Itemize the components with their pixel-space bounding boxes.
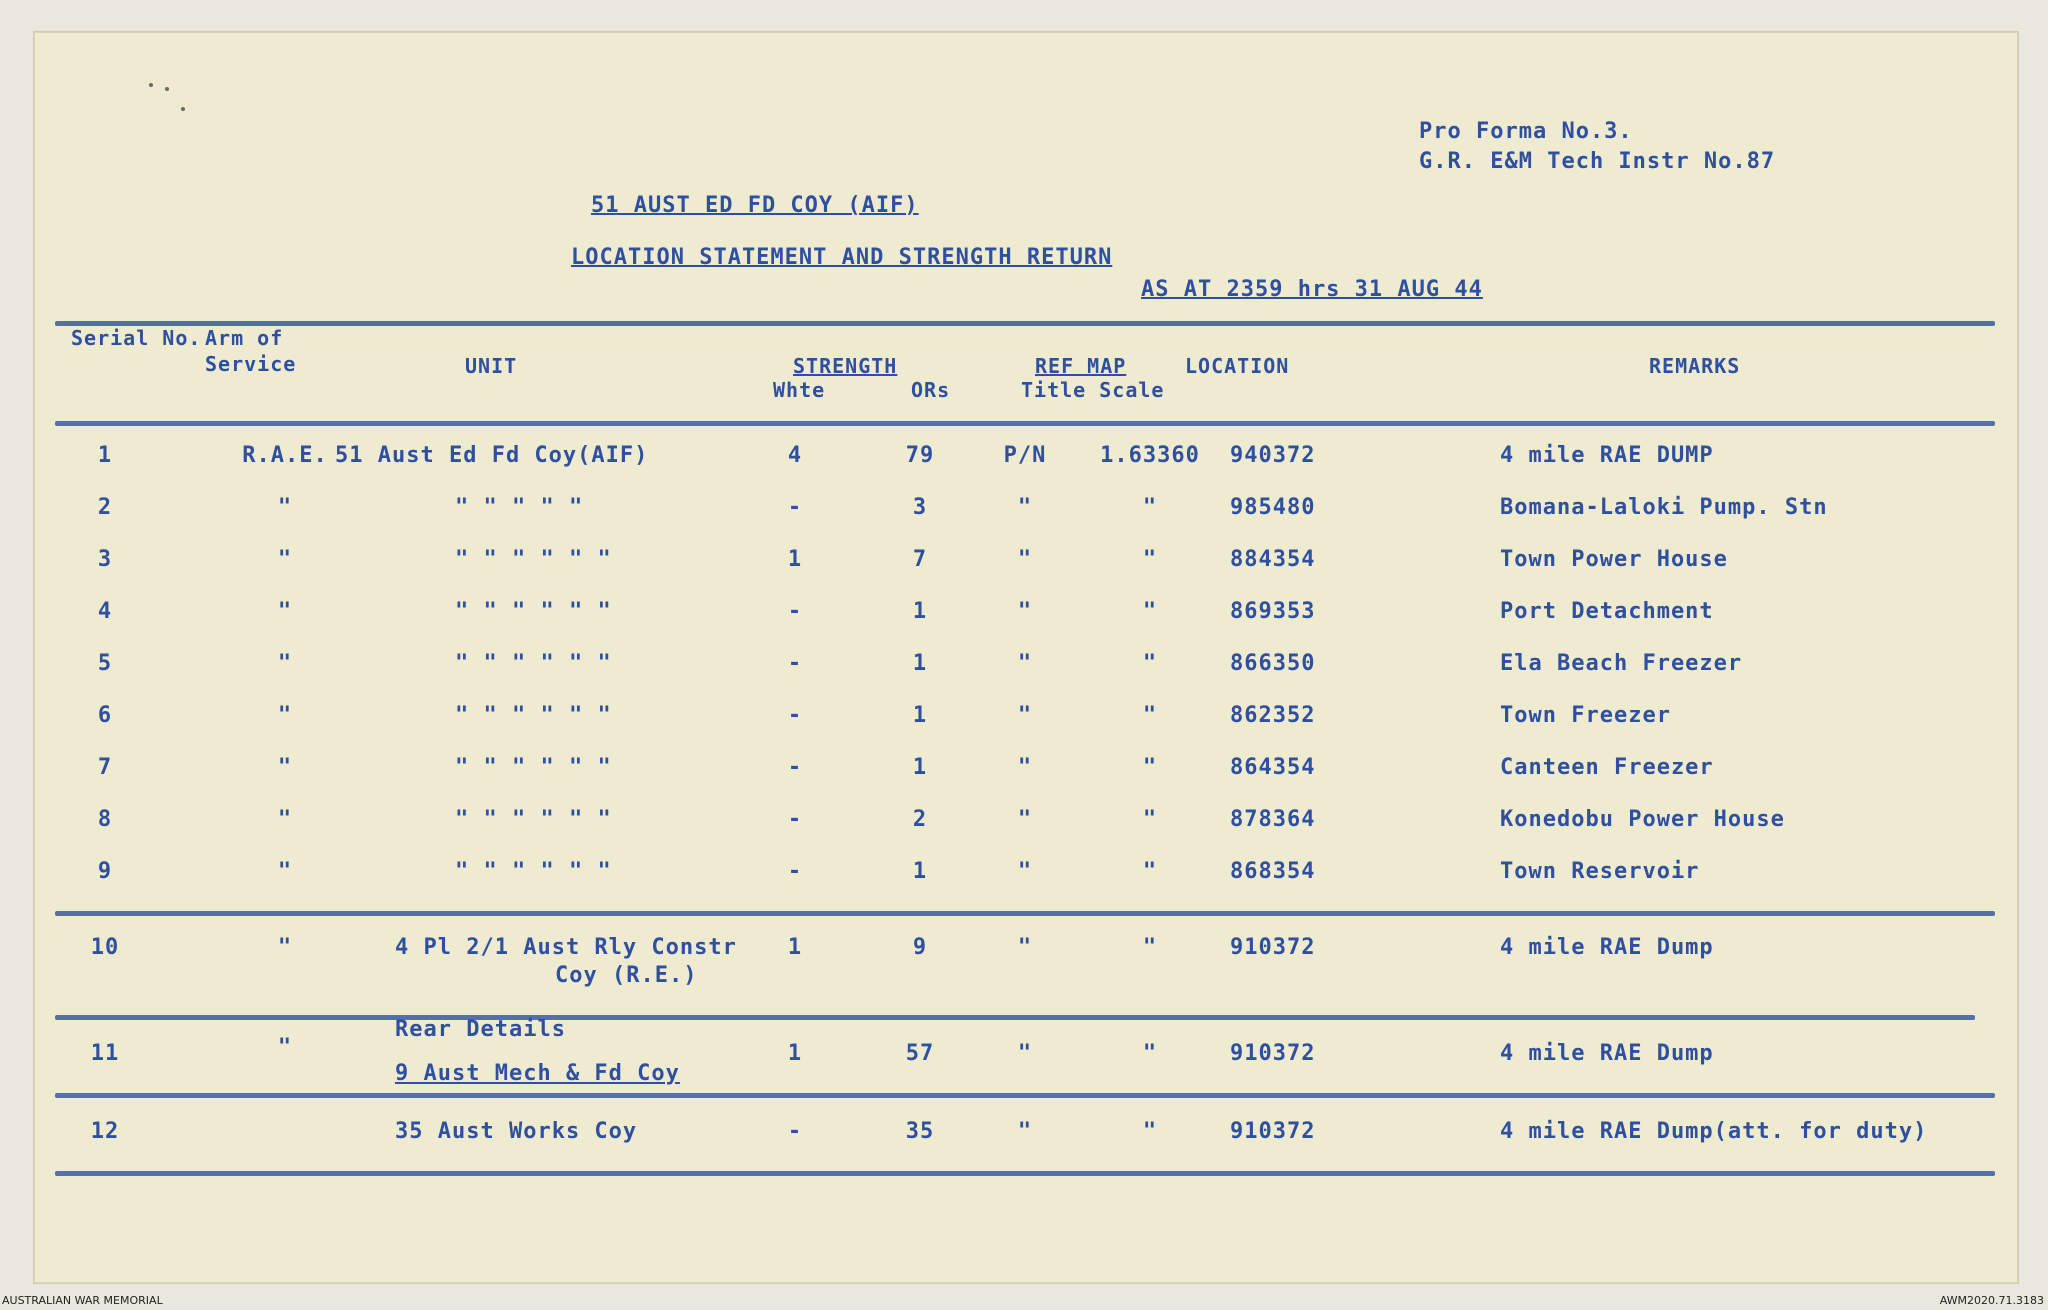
unit-cell: " " " " " " bbox=[455, 807, 612, 832]
column-header-strength: STRENGTH bbox=[793, 354, 898, 378]
map-scale-cell: 1.63360 bbox=[1100, 443, 1200, 468]
location-cell: 985480 bbox=[1230, 495, 1316, 520]
column-header-title-scale: Title Scale bbox=[1021, 378, 1165, 402]
arm-cell: " bbox=[277, 547, 293, 572]
remarks-cell: 4 mile RAE Dump(att. for duty) bbox=[1500, 1119, 1928, 1144]
table-row bbox=[35, 495, 2017, 535]
remarks-cell: Ela Beach Freezer bbox=[1500, 651, 1743, 676]
ors-cell: 7 bbox=[912, 547, 928, 572]
table-row bbox=[35, 599, 2017, 639]
arm-cell: " bbox=[277, 755, 293, 780]
arm-cell: " bbox=[277, 599, 293, 624]
map-scale-cell: " bbox=[1142, 547, 1158, 572]
location-cell: 866350 bbox=[1230, 651, 1316, 676]
whte-cell: - bbox=[787, 599, 803, 624]
remarks-cell: Bomana-Laloki Pump. Stn bbox=[1500, 495, 1828, 520]
remarks-cell: 4 mile RAE Dump bbox=[1500, 935, 1714, 960]
serial-cell: 4 bbox=[97, 599, 113, 624]
archive-reference: AWM2020.71.3183 bbox=[1939, 1294, 2044, 1307]
arm-cell: " bbox=[277, 495, 293, 520]
column-header-remarks: REMARKS bbox=[1649, 354, 1741, 378]
ors-cell: 1 bbox=[912, 651, 928, 676]
location-cell: 910372 bbox=[1230, 1119, 1316, 1144]
serial-cell: 11 bbox=[90, 1041, 120, 1066]
ors-cell: 1 bbox=[912, 859, 928, 884]
arm-cell: " bbox=[277, 651, 293, 676]
location-cell: 910372 bbox=[1230, 1041, 1316, 1066]
remarks-cell: Town Freezer bbox=[1500, 703, 1671, 728]
ors-cell: 35 bbox=[905, 1119, 935, 1144]
serial-cell: 8 bbox=[97, 807, 113, 832]
arm-cell: " bbox=[277, 935, 293, 960]
remarks-cell: Town Reservoir bbox=[1500, 859, 1700, 884]
section-rule bbox=[55, 1093, 1995, 1098]
table-row bbox=[35, 859, 2017, 899]
table-row bbox=[35, 443, 2017, 483]
whte-cell: - bbox=[787, 651, 803, 676]
arm-cell: " bbox=[277, 703, 293, 728]
serial-cell: 12 bbox=[90, 1119, 120, 1144]
remarks-cell: Canteen Freezer bbox=[1500, 755, 1714, 780]
map-scale-cell: " bbox=[1142, 495, 1158, 520]
map-scale-cell: " bbox=[1142, 755, 1158, 780]
ors-cell: 79 bbox=[905, 443, 935, 468]
serial-cell: 6 bbox=[97, 703, 113, 728]
table-row bbox=[35, 807, 2017, 847]
top-rule bbox=[55, 321, 1995, 326]
whte-cell: 1 bbox=[787, 1041, 803, 1066]
paper-speck bbox=[165, 87, 169, 91]
unit-cell: " " " " " " bbox=[455, 859, 612, 884]
whte-cell: 1 bbox=[787, 547, 803, 572]
column-header-ref-map: REF MAP bbox=[1035, 354, 1127, 378]
statement-title: LOCATION STATEMENT AND STRENGTH RETURN bbox=[571, 245, 1113, 270]
ors-cell: 3 bbox=[912, 495, 928, 520]
section-rule bbox=[55, 911, 1995, 916]
map-title-cell: " bbox=[1017, 859, 1033, 884]
unit-cell: 51 Aust Ed Fd Coy(AIF) bbox=[335, 443, 649, 468]
map-scale-cell: " bbox=[1142, 703, 1158, 728]
serial-cell: 2 bbox=[97, 495, 113, 520]
serial-cell: 5 bbox=[97, 651, 113, 676]
unit-cell: 35 Aust Works Coy bbox=[395, 1119, 638, 1144]
table-row bbox=[35, 755, 2017, 795]
whte-cell: - bbox=[787, 755, 803, 780]
serial-cell: 1 bbox=[97, 443, 113, 468]
map-scale-cell: " bbox=[1142, 935, 1158, 960]
paper-speck bbox=[149, 83, 153, 87]
unit-cell-continued: Coy (R.E.) bbox=[555, 963, 698, 988]
location-cell: 869353 bbox=[1230, 599, 1316, 624]
ors-cell: 1 bbox=[912, 755, 928, 780]
map-title-cell: " bbox=[1017, 651, 1033, 676]
ors-cell: 2 bbox=[912, 807, 928, 832]
location-cell: 864354 bbox=[1230, 755, 1316, 780]
column-header-location: LOCATION bbox=[1185, 354, 1290, 378]
map-scale-cell: " bbox=[1142, 651, 1158, 676]
ors-cell: 1 bbox=[912, 703, 928, 728]
bottom-rule bbox=[55, 1171, 1995, 1176]
table-row bbox=[35, 651, 2017, 691]
ors-cell: 57 bbox=[905, 1041, 935, 1066]
location-cell: 910372 bbox=[1230, 935, 1316, 960]
location-cell: 878364 bbox=[1230, 807, 1316, 832]
ors-cell: 1 bbox=[912, 599, 928, 624]
serial-cell: 3 bbox=[97, 547, 113, 572]
unit-cell: 4 Pl 2/1 Aust Rly Constr bbox=[395, 935, 737, 960]
whte-cell: 1 bbox=[787, 935, 803, 960]
unit-cell: " " " " " bbox=[455, 495, 584, 520]
unit-title: 51 AUST ED FD COY (AIF) bbox=[591, 193, 919, 218]
serial-cell: 7 bbox=[97, 755, 113, 780]
remarks-cell: Konedobu Power House bbox=[1500, 807, 1785, 832]
map-title-cell: " bbox=[1017, 755, 1033, 780]
arm-cell: " bbox=[277, 807, 293, 832]
map-title-cell: " bbox=[1017, 1041, 1033, 1066]
map-title-cell: " bbox=[1017, 703, 1033, 728]
table-row bbox=[35, 1119, 2017, 1159]
whte-cell: - bbox=[787, 495, 803, 520]
column-header-serial: Serial No. bbox=[71, 326, 202, 350]
unit-cell: " " " " " " bbox=[455, 599, 612, 624]
location-cell: 862352 bbox=[1230, 703, 1316, 728]
map-title-cell: " bbox=[1017, 1119, 1033, 1144]
table-row bbox=[35, 703, 2017, 743]
document-sheet bbox=[34, 32, 2018, 1283]
arm-cell: R.A.E. bbox=[242, 443, 328, 468]
pro-forma-reference bbox=[1419, 117, 1775, 177]
whte-cell: - bbox=[787, 807, 803, 832]
remarks-cell: 4 mile RAE Dump bbox=[1500, 1041, 1714, 1066]
ors-cell: 9 bbox=[912, 935, 928, 960]
as-at-date: AS AT 2359 hrs 31 AUG 44 bbox=[1141, 277, 1483, 302]
map-scale-cell: " bbox=[1142, 807, 1158, 832]
map-title-cell: " bbox=[1017, 599, 1033, 624]
unit-cell: " " " " " " bbox=[455, 651, 612, 676]
arm-cell: " bbox=[277, 1035, 293, 1060]
whte-cell: - bbox=[787, 859, 803, 884]
location-cell: 884354 bbox=[1230, 547, 1316, 572]
map-scale-cell: " bbox=[1142, 599, 1158, 624]
map-scale-cell: " bbox=[1142, 1041, 1158, 1066]
unit-cell-prefix: Rear Details bbox=[395, 1017, 566, 1042]
remarks-cell: Port Detachment bbox=[1500, 599, 1714, 624]
remarks-cell: Town Power House bbox=[1500, 547, 1728, 572]
unit-cell: 9 Aust Mech & Fd Coy bbox=[395, 1061, 680, 1086]
unit-cell: " " " " " " bbox=[455, 703, 612, 728]
whte-cell: - bbox=[787, 703, 803, 728]
map-title-cell: " bbox=[1017, 495, 1033, 520]
map-title-cell: " bbox=[1017, 807, 1033, 832]
location-cell: 868354 bbox=[1230, 859, 1316, 884]
map-title-cell: P/N bbox=[1003, 443, 1047, 468]
archive-credit: AUSTRALIAN WAR MEMORIAL bbox=[2, 1294, 163, 1307]
map-scale-cell: " bbox=[1142, 859, 1158, 884]
arm-cell: " bbox=[277, 859, 293, 884]
pro-forma-number: Pro Forma No.3. bbox=[1419, 119, 1633, 144]
column-header-unit: UNIT bbox=[465, 354, 518, 378]
map-scale-cell: " bbox=[1142, 1119, 1158, 1144]
header-bottom-rule bbox=[55, 421, 1995, 426]
table-row bbox=[35, 935, 2017, 995]
table-row bbox=[35, 1017, 2017, 1087]
serial-cell: 9 bbox=[97, 859, 113, 884]
map-title-cell: " bbox=[1017, 935, 1033, 960]
remarks-cell: 4 mile RAE DUMP bbox=[1500, 443, 1714, 468]
column-header-arm: Arm of Service bbox=[205, 326, 297, 376]
table-row bbox=[35, 547, 2017, 587]
instruction-reference: G.R. E&M Tech Instr No.87 bbox=[1419, 149, 1776, 174]
unit-cell: " " " " " " bbox=[455, 547, 612, 572]
location-cell: 940372 bbox=[1230, 443, 1316, 468]
unit-cell: " " " " " " bbox=[455, 755, 612, 780]
whte-cell: 4 bbox=[787, 443, 803, 468]
column-header-whte: Whte bbox=[773, 378, 826, 402]
paper-speck bbox=[181, 107, 185, 111]
serial-cell: 10 bbox=[90, 935, 120, 960]
whte-cell: - bbox=[787, 1119, 803, 1144]
map-title-cell: " bbox=[1017, 547, 1033, 572]
column-header-ors: ORs bbox=[911, 378, 951, 402]
